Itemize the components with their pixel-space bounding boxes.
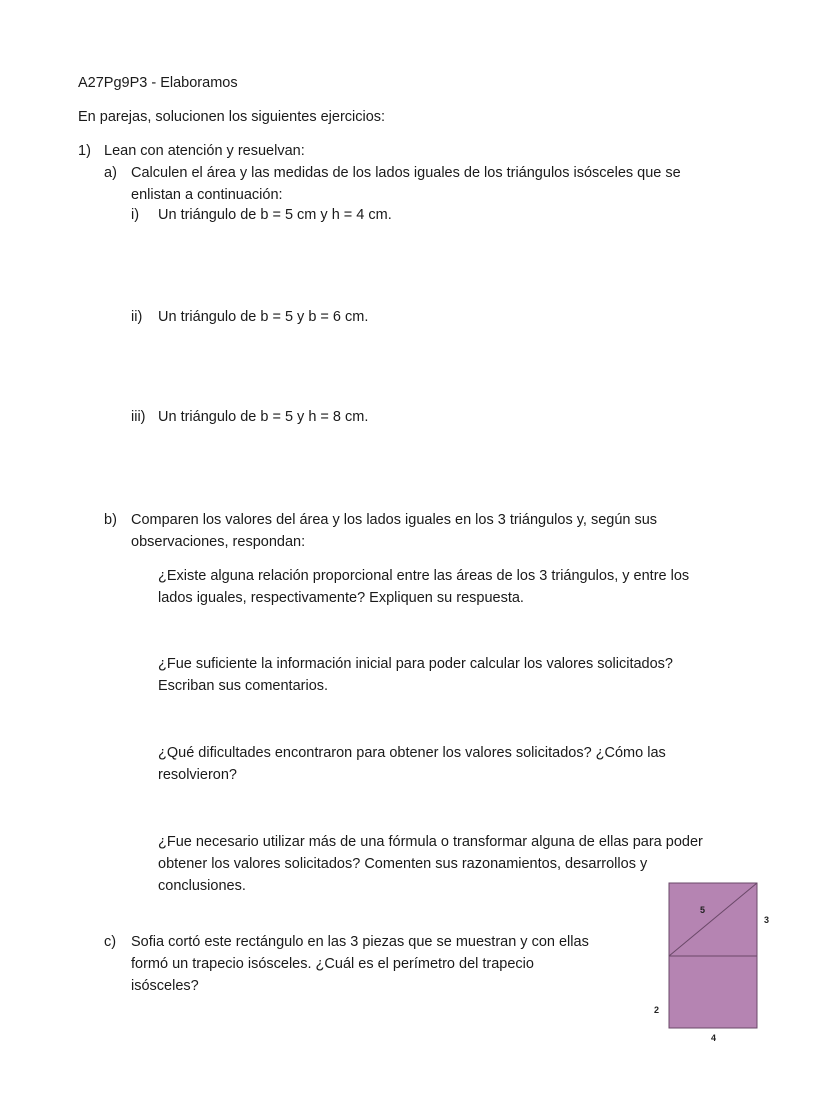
part-a-letter: a)	[104, 165, 117, 181]
question-1-title: Lean con atención y resuelvan:	[104, 143, 305, 159]
item-iii-numeral: iii)	[131, 409, 146, 425]
item-iii-text: Un triángulo de b = 5 y h = 8 cm.	[158, 409, 369, 425]
label-right-side: 3	[764, 915, 770, 925]
instructions: En parejas, solucionen los siguientes ejercicios:	[78, 109, 386, 125]
part-b-letter: b)	[104, 512, 117, 528]
item-i-numeral: i)	[131, 207, 140, 223]
part-c-text-line3: isósceles?	[131, 978, 199, 994]
part-b-text-line2: observaciones, respondan:	[131, 534, 306, 550]
reflection-question-1-line2: lados iguales, respectivamente? Expliquen su respuesta.	[158, 590, 524, 606]
reflection-question-1-line1: ¿Existe alguna relación proporcional entre las áreas de los 3 triángulos, y entre los	[158, 568, 690, 584]
question-1-number: 1)	[78, 143, 91, 159]
part-c-text-line1: Sofia cortó este rectángulo en las 3 piezas que se muestran y con ellas	[131, 934, 589, 950]
reflection-question-3-line2: resolvieron?	[158, 767, 237, 783]
label-left-side: 2	[654, 1005, 660, 1015]
reflection-question-4-line3: conclusiones.	[158, 878, 246, 894]
item-i-text: Un triángulo de b = 5 cm y h = 4 cm.	[158, 207, 392, 223]
item-ii-text: Un triángulo de b = 5 y b = 6 cm.	[158, 309, 369, 325]
part-c-text-line2: formó un trapecio isósceles. ¿Cuál es el perímetro del trapecio	[131, 956, 534, 972]
part-b-text-line1: Comparen los valores del área y los lados iguales en los 3 triángulos y, según sus	[131, 512, 658, 528]
reflection-question-4-line1: ¿Fue necesario utilizar más de una fórmula o transformar alguna de ellas para poder	[158, 834, 703, 850]
reflection-question-3-line1: ¿Qué dificultades encontraron para obtener los valores solicitados? ¿Cómo las	[158, 745, 666, 761]
page-title: A27Pg9P3 - Elaboramos	[78, 75, 238, 91]
item-ii-numeral: ii)	[131, 309, 143, 325]
label-bottom-side: 4	[711, 1033, 717, 1043]
part-c-letter: c)	[104, 934, 117, 950]
rectangle-pieces-figure	[640, 878, 780, 1048]
part-a-text-line2: enlistan a continuación:	[131, 187, 283, 203]
reflection-question-2-line1: ¿Fue suficiente la información inicial para poder calcular los valores solicitados?	[158, 656, 673, 672]
reflection-question-2-line2: Escriban sus comentarios.	[158, 678, 329, 694]
reflection-question-4-line2: obtener los valores solicitados? Comenten sus razonamientos, desarrollos y	[158, 856, 648, 872]
label-hypotenuse: 5	[700, 905, 706, 915]
part-a-text-line1: Calculen el área y las medidas de los lados iguales de los triángulos isósceles que se	[131, 165, 681, 181]
